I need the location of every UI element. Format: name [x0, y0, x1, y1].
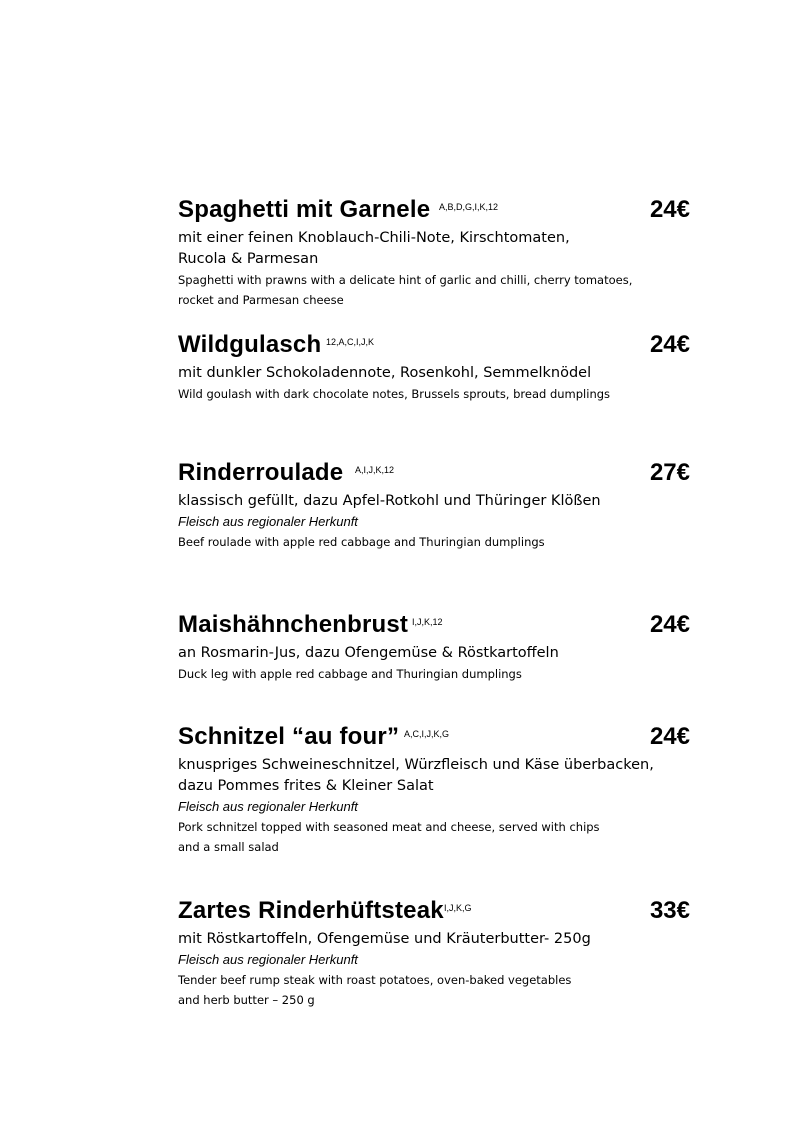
- origin-note: Fleisch aus regionaler Herkunft: [178, 799, 358, 814]
- description-german: knuspriges Schweineschnitzel, Würzfleisch und Käse überbacken,: [178, 757, 654, 773]
- dish-price: 24€: [649, 196, 690, 223]
- dish-price: 24€: [649, 611, 690, 638]
- menu-item-spaghetti: [178, 196, 690, 310]
- allergen-codes: I,J,K,G: [444, 903, 472, 913]
- description-english: and herb butter – 250 g: [178, 993, 315, 1007]
- description-german: mit Röstkartoffeln, Ofengemüse und Kräuterbutter- 250g: [178, 931, 591, 947]
- dish-name: Wildgulasch: [178, 331, 322, 358]
- menu-item-rinderroulade: [178, 459, 690, 552]
- description-english: Beef roulade with apple red cabbage and Thuringian dumplings: [178, 535, 545, 549]
- item-header: [178, 196, 690, 228]
- description-german: klassisch gefüllt, dazu Apfel-Rotkohl und Thüringer Klößen: [178, 493, 601, 509]
- description-english: rocket and Parmesan cheese: [178, 293, 344, 307]
- description-english: Wild goulash with dark chocolate notes, Brussels sprouts, bread dumplings: [178, 387, 611, 401]
- description-english: Spaghetti with prawns with a delicate hint of garlic and chilli, cherry tomatoes,: [178, 273, 633, 287]
- origin-note: Fleisch aus regionaler Herkunft: [178, 514, 358, 529]
- dish-name: Spaghetti mit Garnele: [178, 196, 431, 223]
- description-german: mit dunkler Schokoladennote, Rosenkohl, Semmelknödel: [178, 365, 592, 381]
- item-header: [178, 611, 690, 643]
- origin-note: Fleisch aus regionaler Herkunft: [178, 952, 358, 967]
- description-german: mit einer feinen Knoblauch-Chili-Note, Kirschtomaten,: [178, 230, 570, 246]
- menu-item-rinderhueftsteak: [178, 897, 690, 1010]
- allergen-codes: A,C,I,J,K,G: [404, 729, 450, 739]
- description-english: Duck leg with apple red cabbage and Thuringian dumplings: [178, 667, 522, 681]
- description-english: Pork schnitzel topped with seasoned meat and cheese, served with chips: [178, 820, 600, 834]
- description-english: and a small salad: [178, 840, 279, 854]
- dish-name: Zartes Rinderhüftsteak: [178, 897, 444, 924]
- dish-name: Maishähnchenbrust: [178, 611, 409, 638]
- item-header: [178, 331, 690, 363]
- dish-name: Schnitzel “au four”: [178, 723, 400, 750]
- dish-price: 33€: [649, 897, 690, 924]
- description-german: dazu Pommes frites & Kleiner Salat: [178, 778, 434, 794]
- menu-item-maishaehnchenbrust: [178, 611, 690, 684]
- item-header: [178, 459, 690, 491]
- dish-name: Rinderroulade: [178, 459, 344, 486]
- menu-item-schnitzel: [178, 723, 690, 857]
- dish-price: 24€: [649, 331, 690, 358]
- allergen-codes: I,J,K,12: [412, 617, 443, 627]
- item-header: [178, 723, 690, 755]
- description-german: an Rosmarin-Jus, dazu Ofengemüse & Röstkartoffeln: [178, 645, 559, 661]
- menu-item-wildgulasch: [178, 331, 690, 404]
- allergen-codes: A,I,J,K,12: [355, 465, 395, 475]
- dish-price: 24€: [649, 723, 690, 750]
- item-header: [178, 897, 690, 929]
- allergen-codes: 12,A,C,I,J,K: [326, 337, 375, 347]
- description-english: Tender beef rump steak with roast potatoes, oven-baked vegetables: [178, 973, 572, 987]
- description-german: Rucola & Parmesan: [178, 251, 319, 267]
- allergen-codes: A,B,D,G,I,K,12: [439, 202, 499, 212]
- dish-price: 27€: [649, 459, 690, 486]
